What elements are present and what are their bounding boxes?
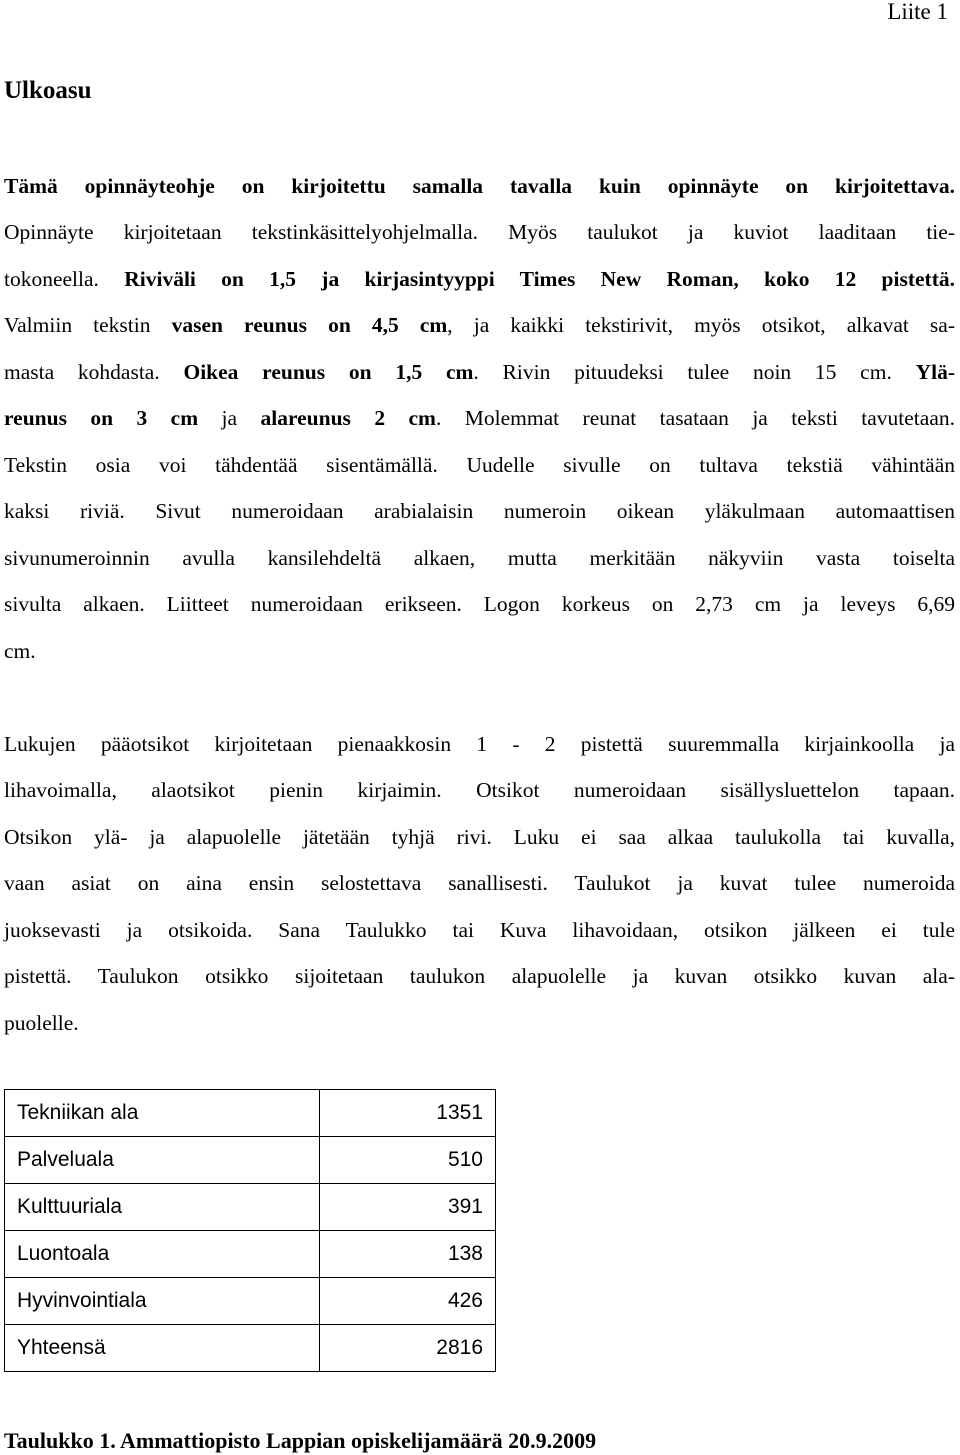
- table-cell-label: Luontoala: [5, 1231, 320, 1278]
- table-row: [5, 1090, 496, 1137]
- paragraph-1-line-8: kaksi riviä. Sivut numeroidaan arabialaisin numeroin oikean yläkulmaan automaattisen: [4, 499, 955, 523]
- bold-segment: Riviväli on 1,5 ja kirjasintyyppi Times New Roman, koko 12 pistettä.: [124, 267, 955, 291]
- table-cell-value: 426: [320, 1278, 496, 1325]
- table-cell-label: Tekniikan ala: [5, 1090, 320, 1137]
- table-row: [5, 1325, 496, 1372]
- paragraph-1-line-6: [4, 404, 955, 432]
- table-cell-label: Kulttuuriala: [5, 1184, 320, 1231]
- table-cell-label: Palveluala: [5, 1137, 320, 1184]
- table-cell-value: 1351: [320, 1090, 496, 1137]
- paragraph-1-line-4: [4, 311, 955, 339]
- paragraph-2-line-6: pistettä. Taulukon otsikko sijoitetaan taulukon alapuolelle ja kuvan otsikko kuvan ala-: [4, 964, 955, 988]
- bold-segment: Oikea reunus on 1,5 cm: [183, 360, 474, 384]
- table-row: [5, 1231, 496, 1278]
- table-caption: Taulukko 1. Ammattiopisto Lappian opiskelijamäärä 20.9.2009: [4, 1428, 597, 1453]
- paragraph-1-line-5: [4, 358, 955, 386]
- table-row: [5, 1137, 496, 1184]
- student-count-table: [4, 1089, 496, 1372]
- paragraph-2-line-1: Lukujen pääotsikot kirjoitetaan pienaakkosin 1 - 2 pistettä suuremmalla kirjainkoolla ja: [4, 732, 955, 756]
- paragraph-1-line-3: [4, 265, 955, 293]
- table-cell-label: Hyvinvointiala: [5, 1278, 320, 1325]
- table-cell-label: Yhteensä: [5, 1325, 320, 1372]
- text-segment: masta kohdasta.: [4, 360, 184, 384]
- table-cell-value: 138: [320, 1231, 496, 1278]
- paragraph-1-line-2: Opinnäyte kirjoitetaan tekstinkäsittelyohjelmalla. Myös taulukot ja kuviot laaditaan tie-: [4, 220, 955, 244]
- page-label: Liite 1: [887, 0, 948, 24]
- text-segment: tokoneella.: [4, 267, 125, 291]
- table-cell-value: 391: [320, 1184, 496, 1231]
- paragraph-1-line-10: sivulta alkaen. Liitteet numeroidaan erikseen. Logon korkeus on 2,73 cm ja leveys 6,69: [4, 592, 955, 616]
- paragraph-1-line-9: sivunumeroinnin avulla kansilehdeltä alkaen, mutta merkitään näkyviin vasta toiselta: [4, 546, 955, 570]
- paragraph-2-line-4: vaan asiat on aina ensin selostettava sanallisesti. Taulukot ja kuvat tulee numeroida: [4, 871, 955, 895]
- bold-segment: Ylä-: [915, 360, 956, 384]
- table-row: [5, 1278, 496, 1325]
- text-segment: . Molemmat reunat tasataan ja teksti tavutetaan.: [435, 406, 955, 430]
- paragraph-2-line-2: lihavoimalla, alaotsikot pienin kirjaimin. Otsikot numeroidaan sisällysluettelon tapaan.: [4, 778, 955, 802]
- section-heading: Ulkoasu: [4, 77, 92, 104]
- paragraph-1-line-11: cm.: [4, 639, 36, 663]
- table-row: [5, 1184, 496, 1231]
- paragraph-2-line-5: juoksevasti ja otsikoida. Sana Taulukko tai Kuva lihavoidaan, otsikon jälkeen ei tule: [4, 918, 955, 942]
- bold-segment: alareunus 2 cm: [260, 406, 436, 430]
- paragraph-1-line-7: Tekstin osia voi tähdentää sisentämällä. Uudelle sivulle on tultava tekstiä vähintään: [4, 453, 955, 477]
- bold-segment: reunus on 3 cm: [4, 406, 199, 430]
- paragraph-2-line-7: puolelle.: [4, 1011, 79, 1035]
- table-cell-value: 2816: [320, 1325, 496, 1372]
- text-segment: . Rivin pituudeksi tulee noin 15 cm.: [473, 360, 916, 384]
- text-segment: ja: [198, 406, 261, 430]
- bold-segment: vasen reunus on 4,5 cm: [171, 313, 448, 337]
- text-segment: Valmiin tekstin: [4, 313, 172, 337]
- text-segment: , ja kaikki tekstirivit, myös otsikot, alkavat sa-: [447, 313, 955, 337]
- table-cell-value: 510: [320, 1137, 496, 1184]
- paragraph-2-line-3: Otsikon ylä- ja alapuolelle jätetään tyhjä rivi. Luku ei saa alkaa taulukolla tai kuvalla,: [4, 825, 955, 849]
- paragraph-1-line-1: Tämä opinnäyteohje on kirjoitettu samalla tavalla kuin opinnäyte on kirjoitettava.: [4, 174, 955, 198]
